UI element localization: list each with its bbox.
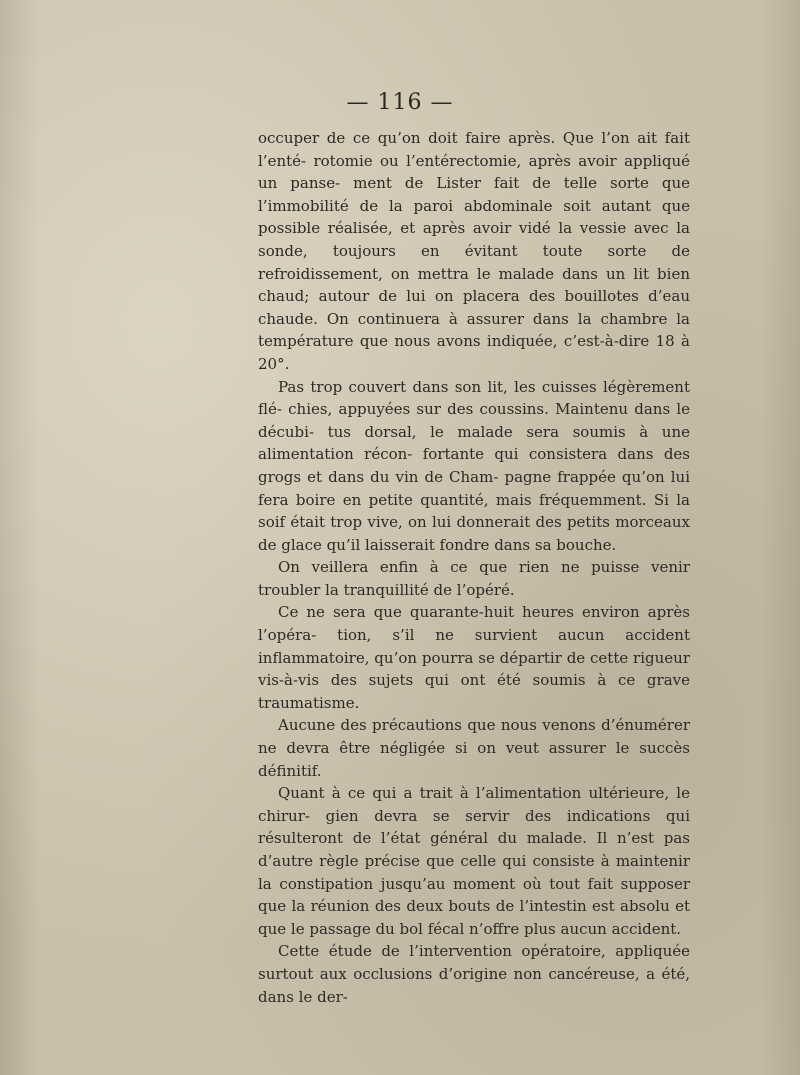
paragraph-4: Ce ne sera que quarante-huit heures environ après l’opéra- tion, s’il ne survient aucun accident inflammatoire, qu’on pourra se départir de cette rigueur vis-à-vis des sujets qui ont été soumis à ce grave traumatisme. [258,603,690,712]
paragraph-7: Cette étude de l’intervention opératoire, appliquée surtout aux occlusions d’origine non cancéreuse, a été, dans le der- [258,942,690,1006]
paragraph-6: Quant à ce qui a trait à l’alimentation ultérieure, le chirur- gien devra se servir des indications qui résulteront de l’état général du malade. Il n’est pas d’autre règle précise que celle qui consiste à maintenir la constipation jusqu’au moment où tout fait supposer que la réunion des deux bouts de l’intestin est absolu et que le passage du bol fécal n’offre plus aucun accident. [258,784,690,938]
body-text [258,127,690,1008]
page-number: — 116 — [346,90,454,115]
paragraph-3: On veillera enfin à ce que rien ne puisse venir troubler la tranquillité de l’opéré. [258,558,690,599]
paragraph-1: occuper de ce qu’on doit faire après. Que l’on ait fait l’enté- rotomie ou l’entérectomie, après avoir appliqué un panse- ment de Lister fait de telle sorte que l’immobilité de la paroi abdominale soit autant que possible réalisée, et après avoir vidé la vessie avec la sonde, toujours en évitant toute sorte de refroidissement, on mettra le malade dans un lit bien chaud; autour de lui on placera des bouillotes d’eau chaude. On continuera à assurer dans la chambre la température que nous avons indiquée, c’est-à-dire 18 à 20°. [258,129,690,373]
paragraph-5: Aucune des précautions que nous venons d’énumérer ne devra être négligée si on veut assurer le succès définitif. [258,716,690,780]
paragraph-2: Pas trop couvert dans son lit, les cuisses légèrement flé- chies, appuyées sur des coussins. Maintenu dans le décubi- tus dorsal, le malade sera soumis à une alimentation récon- fortante qui consistera dans des grogs et dans du vin de Cham- pagne frappée qu’on lui fera boire en petite quantité, mais fréquemment. Si la soif était trop vive, on lui donnerait des petits morceaux de glace qu’il laisserait fondre dans sa bouche. [258,377,690,554]
